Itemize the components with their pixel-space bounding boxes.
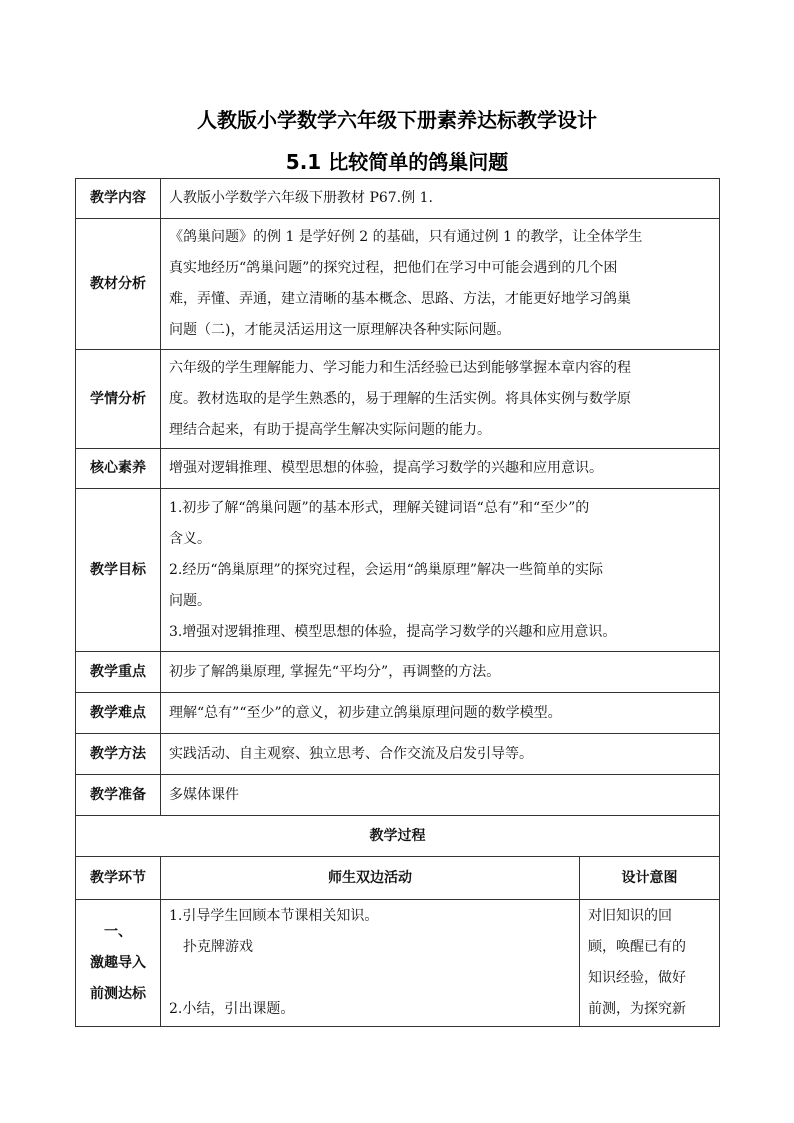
label-core-literacy: 核心素养 <box>76 449 161 489</box>
label-teaching-goals: 教学目标 <box>76 489 161 652</box>
stage-1-label <box>76 900 161 1027</box>
core-literacy-text: 增强对逻辑推理、模型思想的体验，提高学习数学的兴趣和应用意识。 <box>161 449 720 489</box>
preparation-text: 多媒体课件 <box>161 775 720 816</box>
intent-line: 知识经验，做好 <box>588 970 686 986</box>
row-difficulties <box>76 693 720 734</box>
goal-line: 含义。 <box>169 530 211 547</box>
lesson-plan-table <box>75 178 720 1027</box>
process-heading: 教学过程 <box>76 816 720 857</box>
goal-line: 3.增强对逻辑推理、模型思想的体验，提高学习数学的兴趣和应用意识。 <box>169 623 617 640</box>
document-title: 人教版小学数学六年级下册素养达标教学设计 <box>197 108 597 132</box>
label-teaching-content: 教学内容 <box>76 179 161 219</box>
row-teaching-goals <box>76 489 720 652</box>
material-analysis-text <box>161 219 720 350</box>
row-stage-1 <box>76 900 720 1027</box>
activity-item: 1.引导学生回顾本节课相关知识。 <box>169 908 379 924</box>
goal-line: 2.经历“鸽巢原理”的探究过程，会运用“鸽巢原理”解决一些简单的实际 <box>169 561 603 578</box>
label-material-analysis: 教材分析 <box>76 219 161 350</box>
row-student-analysis <box>76 350 720 449</box>
teaching-method-text: 实践活动、自主观察、独立思考、合作交流及启发引导等。 <box>161 734 720 775</box>
label-difficulties: 教学难点 <box>76 693 161 734</box>
column-header-stage: 教学环节 <box>76 857 161 900</box>
row-preparation <box>76 775 720 816</box>
row-process-columns <box>76 857 720 900</box>
document-subtitle: 5.1 比较简单的鸽巢问题 <box>285 150 509 174</box>
goal-line: 1.初步了解“鸽巢问题”的基本形式，理解关键词语“总有”和“至少”的 <box>169 499 590 516</box>
row-teaching-method <box>76 734 720 775</box>
activity-subitem: 扑克牌游戏 <box>183 939 253 955</box>
spacer <box>169 963 571 994</box>
goal-line: 问题。 <box>169 592 211 609</box>
stage-label-line: 激趣导入 <box>90 954 146 971</box>
text-line: 六年级的学生理解能力、学习能力和生活经验已达到能够掌握本章内容的程 <box>169 359 631 376</box>
label-key-points: 教学重点 <box>76 652 161 693</box>
student-analysis-text <box>161 350 720 449</box>
text-line: 理结合起来，有助于提高学生解决实际问题的能力。 <box>169 421 491 438</box>
label-teaching-method: 教学方法 <box>76 734 161 775</box>
intent-line: 对旧知识的回 <box>588 908 672 924</box>
row-material-analysis <box>76 219 720 350</box>
intent-line: 顾，唤醒已有的 <box>588 939 686 955</box>
difficulties-text: 理解“总有”“至少”的意义，初步建立鸽巢原理问题的数学模型。 <box>161 693 720 734</box>
activity-item: 2.小结，引出课题。 <box>169 1001 295 1017</box>
label-preparation: 教学准备 <box>76 775 161 816</box>
stage-1-activity <box>161 900 580 1027</box>
text-line: 难，弄懂、弄通，建立清晰的基本概念、思路、方法，才能更好地学习鸽巢 <box>169 291 631 307</box>
teaching-content-text: 人教版小学数学六年级下册教材 P67.例 1. <box>161 179 720 219</box>
stage-label-line: 一、 <box>104 923 132 940</box>
text-line: 真实地经历“鸽巢问题”的探究过程，把他们在学习中可能会遇到的几个困 <box>169 260 618 276</box>
text-line: 度。教材选取的是学生熟悉的，易于理解的生活实例。将具体实例与数学原 <box>169 390 631 407</box>
intent-line: 前测，为探究新 <box>588 1001 686 1017</box>
text-line: 《鸽巢问题》的例 1 是学好例 2 的基础，只有通过例 1 的教学，让全体学生 <box>169 229 643 245</box>
label-student-analysis: 学情分析 <box>76 350 161 449</box>
row-process-heading <box>76 816 720 857</box>
key-points-text: 初步了解鸽巢原理, 掌握先“平均分”，再调整的方法。 <box>161 652 720 693</box>
teaching-goals-text <box>161 489 720 652</box>
column-header-activity: 师生双边活动 <box>161 857 580 900</box>
stage-label-line: 前测达标 <box>90 985 146 1002</box>
row-key-points <box>76 652 720 693</box>
column-header-intent: 设计意图 <box>580 857 720 900</box>
row-teaching-content <box>76 179 720 219</box>
text-line: 问题（二)，才能灵活运用这一原理解决各种实际问题。 <box>169 322 511 338</box>
stage-1-intent <box>580 900 720 1027</box>
row-core-literacy <box>76 449 720 489</box>
